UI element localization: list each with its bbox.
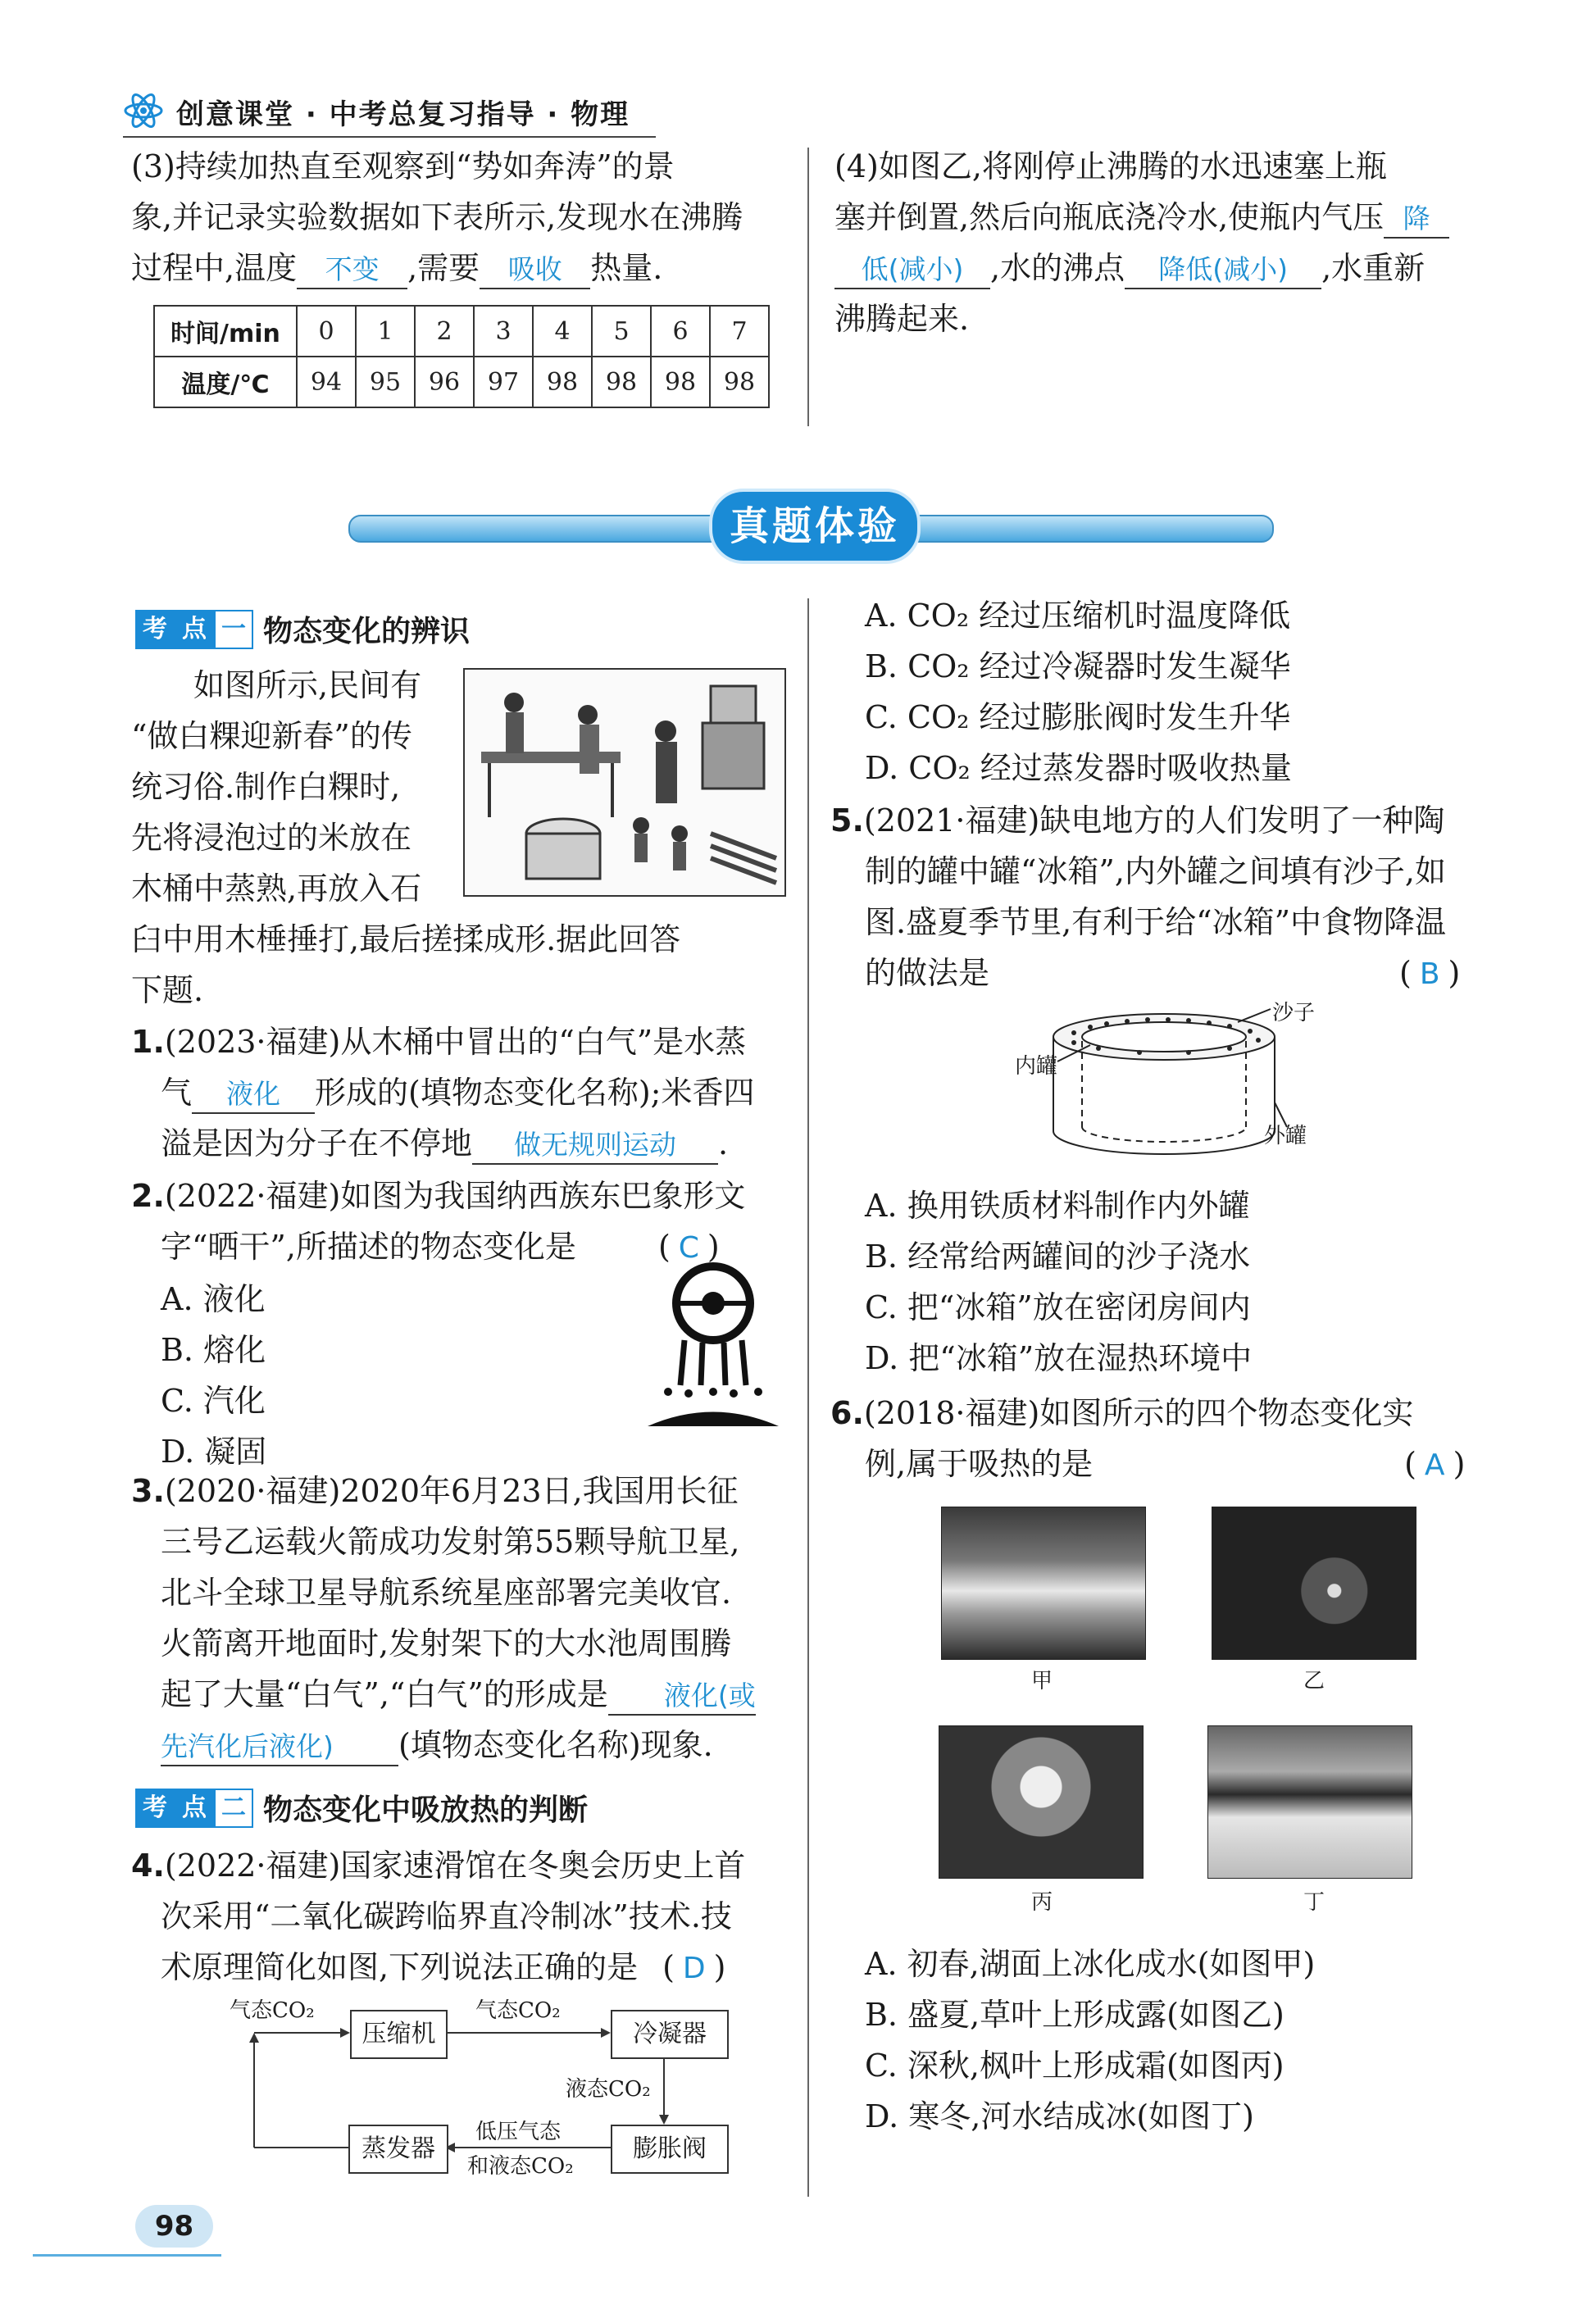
text-line: [830, 1388, 1511, 1439]
label-inner-pot: 内罐: [1015, 1054, 1058, 1079]
atom-logo-icon: [123, 90, 164, 131]
choice-answer: D: [682, 1952, 706, 1985]
text-line: [131, 1016, 795, 1067]
text-line: 制的罐中罐“冰箱”,内外罐之间填有沙子,如: [865, 853, 1447, 889]
option: D. 寒冬,河水结成冰(如图丁): [865, 2098, 1255, 2134]
table-cell: 0: [297, 306, 356, 357]
option: C. 深秋,枫叶上形成霜(如图丙): [865, 2048, 1285, 2084]
table-cell: 1: [356, 306, 415, 357]
photo-caption: 甲: [1031, 1669, 1053, 1693]
label-sand: 沙子: [1272, 1001, 1316, 1025]
text-fragment: 过程中,温度: [131, 250, 298, 286]
question-number: 6.: [830, 1395, 864, 1431]
text-fragment: 的做法是: [865, 955, 990, 991]
table-cell: 95: [356, 357, 415, 407]
flow-label: 和液态CO₂: [467, 2154, 574, 2179]
question-6: [830, 1388, 1511, 1491]
text-fragment: 塞并倒置,然后向瓶底浇冷水,使瓶内气压: [834, 199, 1385, 235]
table-cell: 98: [533, 357, 592, 407]
answer-fill: 低(减小): [834, 252, 990, 289]
text-line: 北斗全球卫星导航系统星座部署完美收官.: [161, 1575, 732, 1611]
text-line: 三号乙运载火箭成功发射第55颗导航卫星,: [161, 1524, 740, 1560]
pot-in-pot-figure: [1015, 1001, 1336, 1168]
badge-char: 点: [175, 610, 214, 649]
text-line: [131, 1118, 795, 1169]
kaodian-heading: [135, 608, 470, 650]
text-fragment: 形成的(填物态变化名称);米香四: [315, 1075, 755, 1111]
photo-dew-on-leaf: [1212, 1507, 1416, 1660]
option: B. 经常给两罐间的沙子浇水: [865, 1239, 1251, 1275]
text-fragment: 热量.: [590, 250, 663, 286]
table-cell: 3: [474, 306, 533, 357]
question-number: 2.: [131, 1178, 165, 1214]
text-fragment: 溢是因为分子在不停地: [161, 1125, 473, 1161]
text-line: (4)如图乙,将刚停止沸腾的水迅速塞上瓶: [834, 148, 1387, 184]
text-fragment: 气: [161, 1075, 193, 1111]
text-line: 下题.: [131, 972, 204, 1008]
option: C. 把“冰箱”放在密闭房间内: [865, 1289, 1251, 1325]
kaodian-badge: [135, 610, 253, 649]
text-fragment: ,水重新: [1321, 250, 1425, 286]
badge-number: 一: [214, 610, 253, 649]
text-fragment: ,水的沸点: [990, 250, 1125, 286]
answer-fill: 吸收: [480, 252, 590, 289]
footer-rule: [33, 2254, 221, 2257]
option: A. 液化: [161, 1281, 266, 1317]
top-left-block: [131, 141, 787, 293]
section-banner-title: 真题体验: [709, 489, 921, 564]
text-line: [834, 192, 1507, 243]
answer-fill: 液化: [192, 1076, 315, 1114]
answer-fill: 降低(减小): [1125, 252, 1321, 289]
text-line: [131, 1840, 795, 1891]
text-fragment: (填物态变化名称)现象.: [398, 1727, 713, 1763]
badge-char: 考: [135, 610, 175, 649]
text-line: 次采用“二氧化碳跨临界直冷制冰”技术.技: [161, 1898, 732, 1934]
text-line: [131, 1669, 795, 1720]
text-fragment: 例,属于吸热的是: [865, 1446, 1094, 1482]
table-cell: 4: [533, 306, 592, 357]
kaodian-title: 物态变化的辨识: [263, 615, 471, 648]
top-right-block: [834, 141, 1507, 344]
text-line: [834, 243, 1507, 293]
text-fragment: (2020·福建)2020年6月23日,我国用长征: [164, 1473, 739, 1509]
header-rule: [123, 136, 656, 138]
text-line: 象,并记录实验数据如下表所示,发现水在沸腾: [131, 199, 743, 235]
question-number: 1.: [131, 1024, 165, 1060]
answer-bracket: ( A ): [1404, 1446, 1466, 1482]
flow-label: 液态CO₂: [566, 2077, 651, 2102]
photo-melting-ice: [941, 1507, 1146, 1660]
expansion-valve-box: 膨胀阀: [611, 2125, 729, 2174]
flow-label: 低压气态: [475, 2120, 562, 2144]
option: A. CO₂ 经过压缩机时温度降低: [865, 598, 1291, 634]
question-4: [131, 1840, 795, 1994]
photo-frost-on-leaf: [939, 1725, 1144, 1879]
question-4-options: [865, 590, 1537, 793]
text-line: [131, 1720, 795, 1770]
text-fragment: 字“晒干”,所描述的物态变化是: [161, 1229, 576, 1265]
text-line: (3)持续加热直至观察到“势如奔涛”的景: [131, 148, 675, 184]
text-line: [131, 1067, 795, 1118]
text-line: [830, 795, 1511, 846]
option: B. CO₂ 经过冷凝器时发生凝华: [865, 648, 1291, 684]
photo-caption: 乙: [1303, 1669, 1325, 1693]
text-line: “做白粿迎新春”的传: [131, 718, 412, 754]
table-cell: 96: [415, 357, 474, 407]
text-fragment: (2022·福建)如图为我国纳西族东巴象形文: [164, 1178, 746, 1214]
text-fragment: (2021·福建)缺电地方的人们发明了一种陶: [863, 802, 1445, 839]
answer-fill: 先汽化后液化): [161, 1729, 398, 1766]
kaodian-heading: [135, 1787, 588, 1829]
answer-fill: 液化(或: [608, 1678, 756, 1716]
kaodian-title: 物态变化中吸放热的判断: [263, 1793, 589, 1827]
photo-caption: 丁: [1303, 1890, 1325, 1915]
table-cell: 6: [651, 306, 710, 357]
option: C. CO₂ 经过膨胀阀时发生升华: [865, 699, 1291, 735]
text-line: 如图所示,民间有: [193, 667, 422, 703]
text-line: 图.盛夏季节里,有利于给“冰箱”中食物降温: [865, 904, 1447, 940]
table-cell: 7: [710, 306, 769, 357]
photo-frozen-river: [1207, 1725, 1412, 1879]
table-cell: 2: [415, 306, 474, 357]
text-line: 统习俗.制作白粿时,: [131, 769, 401, 805]
choice-answer: C: [678, 1231, 699, 1265]
text-line: [131, 1942, 795, 1994]
answer-bracket: ( D ): [662, 1949, 726, 1985]
table-cell: 98: [651, 357, 710, 407]
table-cell: 97: [474, 357, 533, 407]
column-divider: [807, 598, 809, 2197]
text-line: 木桶中蒸熟,再放入石: [131, 870, 422, 907]
text-line: [131, 243, 787, 293]
header-title: 创意课堂 · 中考总复习指导 · 物理: [176, 98, 630, 131]
text-line: [131, 1170, 795, 1221]
text-fragment: ,需要: [407, 250, 480, 286]
text-fragment: (2018·福建)如图所示的四个物态变化实: [863, 1395, 1414, 1431]
table-cell: 98: [592, 357, 651, 407]
text-line: [830, 948, 1511, 1000]
table-cell: 98: [710, 357, 769, 407]
badge-number: 二: [214, 1789, 253, 1828]
dongba-glyph-figure: [643, 1254, 783, 1434]
table-cell: 94: [297, 357, 356, 407]
evaporator-box: 蒸发器: [348, 2125, 448, 2174]
choice-answer: B: [1419, 957, 1440, 991]
question-number: 5.: [830, 802, 864, 839]
answer-bracket: ( C ): [657, 1229, 720, 1265]
text-line: 沸腾起来.: [834, 301, 970, 337]
flow-label: 气态CO₂: [230, 1998, 315, 2023]
text-line: [830, 1439, 1511, 1491]
question-5-options: [865, 1180, 1537, 1384]
text-line: [131, 1466, 795, 1516]
badge-char: 点: [175, 1789, 214, 1828]
text-fragment: (2023·福建)从木桶中冒出的“白气”是水蒸: [164, 1024, 747, 1060]
label-outer-pot: 外罐: [1264, 1124, 1307, 1148]
text-fragment: .: [718, 1125, 729, 1161]
condenser-box: 冷凝器: [611, 2010, 729, 2059]
table-row: [154, 306, 769, 357]
text-line: 臼中用木棰捶打,最后搓揉成形.据此回答: [131, 921, 681, 957]
option: D. CO₂ 经过蒸发器时吸收热量: [865, 750, 1292, 786]
text-fragment: (2022·福建)国家速滑馆在冬奥会历史上首: [164, 1848, 746, 1884]
answer-bracket: ( B ): [1399, 955, 1461, 991]
question-number: 3.: [131, 1473, 165, 1509]
rice-cake-illustration: [463, 668, 786, 897]
column-divider: [807, 148, 809, 426]
option: A. 换用铁质材料制作内外罐: [865, 1188, 1250, 1224]
table-row: [154, 357, 769, 407]
photo-caption: 丙: [1031, 1890, 1053, 1915]
option: A. 初春,湖面上冰化成水(如图甲): [865, 1946, 1316, 1982]
option: B. 熔化: [161, 1332, 266, 1368]
co2-flow-diagram: [221, 1992, 730, 2189]
option: B. 盛夏,草叶上形成露(如图乙): [865, 1997, 1285, 2033]
badge-char: 考: [135, 1789, 175, 1828]
option: D. 把“冰箱”放在湿热环境中: [865, 1340, 1253, 1376]
question-5: [830, 795, 1511, 1000]
answer-fill: 降: [1384, 201, 1449, 239]
text-fragment: 起了大量“白气”,“白气”的形成是: [161, 1676, 608, 1712]
question-1: [131, 1016, 795, 1169]
answer-fill: 不变: [297, 252, 407, 289]
option: C. 汽化: [161, 1383, 266, 1419]
table-row-header: 温度/℃: [154, 357, 297, 407]
answer-fill: 做无规则运动: [472, 1127, 718, 1165]
text-line: 火箭离开地面时,发射架下的大水池周围腾: [161, 1625, 732, 1661]
question-6-options: [865, 1939, 1537, 2142]
option: D. 凝固: [161, 1434, 267, 1470]
kaodian-badge: [135, 1789, 253, 1828]
question-3: [131, 1466, 795, 1770]
table-cell: 5: [592, 306, 651, 357]
flow-label: 气态CO₂: [475, 1998, 561, 2023]
question-number: 4.: [131, 1848, 165, 1884]
page-number: 98: [135, 2205, 213, 2248]
text-line: 先将浸泡过的米放在: [131, 820, 412, 856]
text-fragment: 术原理简化如图,下列说法正确的是: [161, 1949, 639, 1985]
table-row-header: 时间/min: [154, 306, 297, 357]
compressor-box: 压缩机: [350, 2010, 448, 2059]
data-table: [153, 305, 770, 408]
choice-answer: A: [1424, 1448, 1445, 1482]
